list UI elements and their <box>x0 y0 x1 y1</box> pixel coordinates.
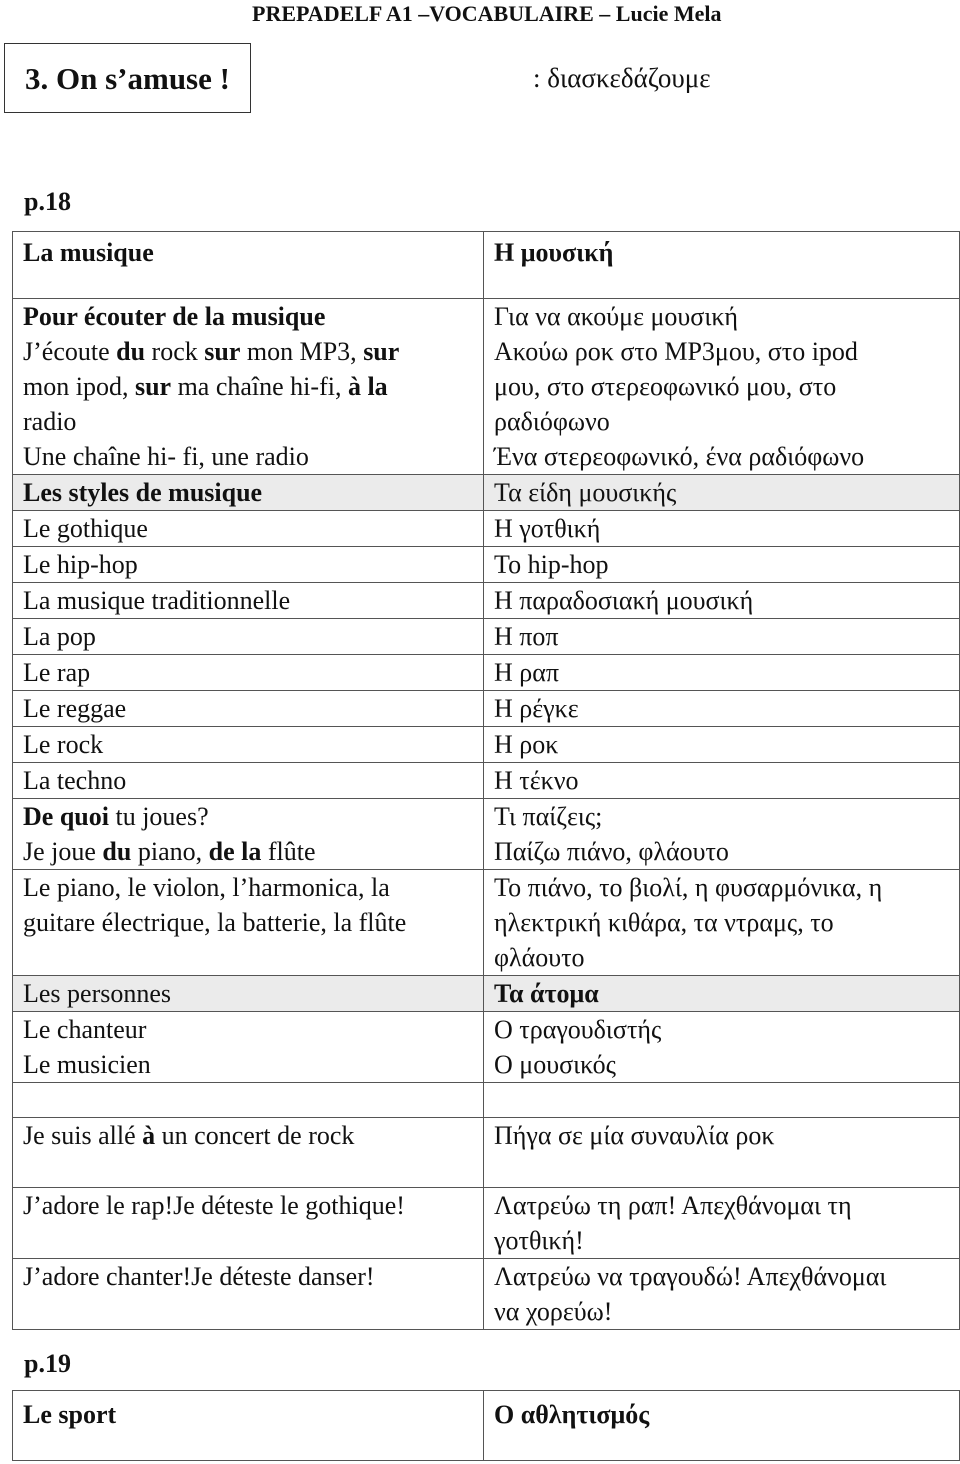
table-row <box>13 976 960 1012</box>
style-fr: La musique traditionnelle <box>13 583 484 619</box>
style-fr: Le rap <box>13 655 484 691</box>
text-line: Το πιάνο, το βιολί, η φυσαρμόνικα, η <box>494 873 883 902</box>
play-fr <box>13 799 484 870</box>
text-line: De quoi tu joues? <box>23 802 209 831</box>
empty-cell <box>484 1083 960 1118</box>
text-line: Λατρεύω τη ραπ! Απεχθάνομαι τη <box>494 1191 852 1220</box>
people-title-fr: Les personnes <box>13 976 484 1012</box>
page-number-19: p.19 <box>24 1349 71 1378</box>
people-gr <box>484 1012 960 1083</box>
table-row <box>13 1188 960 1259</box>
instruments-fr <box>13 870 484 976</box>
text-line: Ο τραγουδιστής <box>494 1015 662 1044</box>
text-line: Τι παίζεις; <box>494 802 603 831</box>
sport-title-fr: Le sport <box>13 1391 484 1461</box>
text-line: ραδιόφωνο <box>494 407 610 436</box>
text-line: Le piano, le violon, l’harmonica, la <box>23 873 390 902</box>
table-row-empty <box>13 1083 960 1118</box>
style-fr: Le hip-hop <box>13 547 484 583</box>
table-row <box>13 299 960 475</box>
style-gr: Η τέκνο <box>484 763 960 799</box>
style-fr: Le rock <box>13 727 484 763</box>
text-line: φλάουτο <box>494 943 585 972</box>
table-row <box>13 727 960 763</box>
text-line: Ο μουσικός <box>494 1050 616 1079</box>
style-fr: La pop <box>13 619 484 655</box>
style-gr: Η γοτθική <box>484 511 960 547</box>
sport-title-gr: Ο αθλητισμός <box>484 1391 960 1461</box>
text-line: J’écoute du rock sur mon MP3, sur <box>23 337 400 366</box>
music-vocabulary-table <box>12 231 960 1330</box>
table-row <box>13 583 960 619</box>
table-row <box>13 1118 960 1188</box>
listen-title-fr: Pour écouter de la musique <box>23 302 326 331</box>
table-row <box>13 547 960 583</box>
text-line: guitare électrique, la batterie, la flûte <box>23 908 407 937</box>
styles-title-fr: Les styles de musique <box>13 475 484 511</box>
table-row <box>13 763 960 799</box>
text-line: Λατρεύω να τραγουδώ! Απεχθάνομαι <box>494 1262 887 1291</box>
text-line: γοτθική! <box>494 1226 584 1255</box>
styles-title-gr: Τα είδη μουσικής <box>484 475 960 511</box>
chapter-title: 3. On s’amuse ! <box>4 43 251 113</box>
play-gr <box>484 799 960 870</box>
instruments-gr <box>484 870 960 976</box>
style-fr: Le gothique <box>13 511 484 547</box>
table-row <box>13 475 960 511</box>
table-row <box>13 1012 960 1083</box>
text-line: Une chaîne hi- fi, une radio <box>23 442 309 471</box>
text-line: ηλεκτρική κιθάρα, τα ντραμς, το <box>494 908 834 937</box>
style-gr: Η ρέγκε <box>484 691 960 727</box>
adore-sing-gr <box>484 1259 960 1330</box>
table-row <box>13 691 960 727</box>
text-line: Le chanteur <box>23 1015 147 1044</box>
music-title-gr: Η μουσική <box>484 232 960 299</box>
style-gr: Η ποπ <box>484 619 960 655</box>
text-line: μου, στο στερεοφωνικό μου, στο <box>494 372 837 401</box>
listen-fr <box>13 299 484 475</box>
table-row <box>13 870 960 976</box>
table-row <box>13 1391 960 1461</box>
listen-gr <box>484 299 960 475</box>
style-gr: Το hip-hop <box>484 547 960 583</box>
text-line: Παίζω πιάνο, φλάουτο <box>494 837 729 866</box>
style-fr: La techno <box>13 763 484 799</box>
chapter-translation: : διασκεδάζουμε <box>533 63 711 93</box>
people-title-gr: Τα άτομα <box>484 976 960 1012</box>
text-line: Ακούω ροκ στο ΜΡ3μου, στο ipod <box>494 337 858 366</box>
style-gr: Η ραπ <box>484 655 960 691</box>
text-line: Le musicien <box>23 1050 151 1079</box>
text-line: mon ipod, sur ma chaîne hi-fi, à la <box>23 372 388 401</box>
table-row <box>13 619 960 655</box>
table-row <box>13 799 960 870</box>
people-fr <box>13 1012 484 1083</box>
table-row <box>13 232 960 299</box>
text-line: Je joue du piano, de la flûte <box>23 837 316 866</box>
concert-fr: Je suis allé à un concert de rock <box>13 1118 484 1188</box>
empty-cell <box>13 1083 484 1118</box>
text-line: να χορεύω! <box>494 1297 613 1326</box>
sport-vocabulary-table <box>12 1390 960 1461</box>
listen-title-gr: Για να ακούμε μουσική <box>494 302 739 331</box>
adore-rap-fr: J’adore le rap!Je déteste le gothique! <box>13 1188 484 1259</box>
table-row <box>13 511 960 547</box>
concert-gr: Πήγα σε μία συναυλία ροκ <box>484 1118 960 1188</box>
music-title-fr: La musique <box>13 232 484 299</box>
text-line: radio <box>23 407 77 436</box>
page-number-18: p.18 <box>24 187 71 216</box>
text-line: Ένα στερεοφωνικό, ένα ραδιόφωνο <box>494 442 865 471</box>
style-fr: Le reggae <box>13 691 484 727</box>
style-gr: Η παραδοσιακή μουσική <box>484 583 960 619</box>
document-header: PREPADELF A1 –VOCABULAIRE – Lucie Mela <box>252 1 722 26</box>
adore-rap-gr <box>484 1188 960 1259</box>
style-gr: Η ροκ <box>484 727 960 763</box>
table-row <box>13 1259 960 1330</box>
table-row <box>13 655 960 691</box>
adore-sing-fr: J’adore chanter!Je déteste danser! <box>13 1259 484 1330</box>
